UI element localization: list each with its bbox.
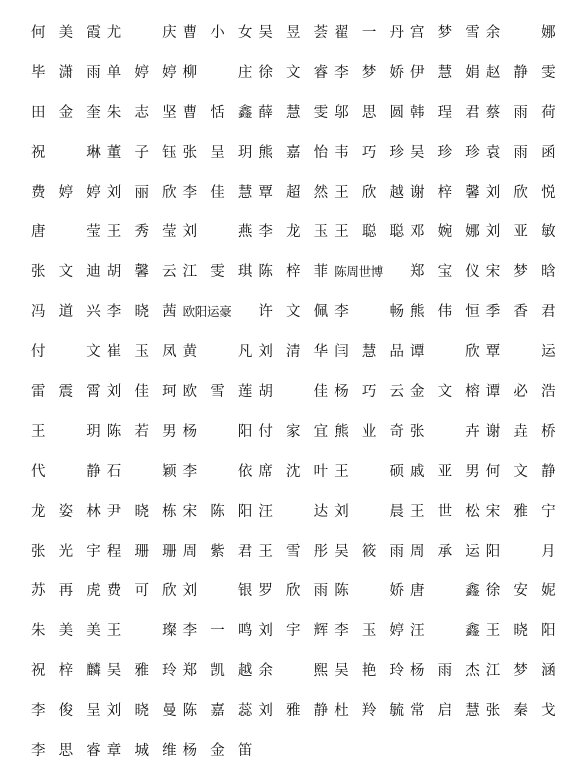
student-name: 尹 晓 栋: [106, 503, 177, 520]
name-list-grid: [31, 13, 556, 771]
name-row: [31, 731, 551, 771]
student-name: 季 香 君: [485, 304, 556, 321]
student-name: 张 呈 玥: [182, 144, 253, 161]
student-name: 王 雪 彤: [258, 543, 329, 560]
student-name: 金 文 榕: [409, 383, 480, 400]
student-name: 刘 晨: [334, 503, 404, 520]
name-row: [31, 532, 556, 572]
student-name: 周 承 运: [409, 543, 480, 560]
student-name: 覃 超 然: [258, 184, 329, 201]
name-row: [31, 412, 556, 452]
student-name: 吴 艳 玲: [334, 663, 404, 680]
student-name: 李 畅: [334, 304, 404, 321]
student-name: 杜 羚 毓: [334, 703, 404, 720]
name-row: [31, 651, 556, 691]
student-name: 吴 珍 珍: [409, 144, 480, 161]
student-name: 袁 雨 函: [485, 144, 556, 161]
name-row: [31, 252, 556, 292]
name-row: [31, 292, 556, 332]
student-name: 刘 欣 悦: [485, 184, 556, 201]
student-name: 吴 昱 荟: [258, 24, 329, 41]
student-name: 刘 清 华: [258, 344, 329, 361]
name-row: [31, 691, 556, 731]
student-name: 宫 梦 雪: [409, 24, 480, 41]
student-name: 何 美 霞: [31, 24, 101, 41]
name-row: [31, 452, 556, 492]
student-name: 张 光 宇: [31, 543, 101, 560]
name-row: [31, 571, 556, 611]
name-row: [31, 93, 556, 133]
student-name: 冯 道 兴: [31, 304, 101, 321]
student-name: 蔡 雨 荷: [485, 104, 556, 121]
student-name: 陈 周 世 博: [334, 264, 383, 280]
student-name: 费 可 欣: [106, 583, 177, 600]
student-name: 覃 运: [485, 344, 556, 361]
student-name: 陈 嘉 蕊: [182, 703, 253, 720]
student-name: 阳 月: [485, 543, 556, 560]
student-name: 赵 静 雯: [485, 64, 556, 81]
student-name: 刘 宇 辉: [258, 623, 329, 640]
student-name: 陈 梓 菲: [258, 264, 329, 281]
name-row: [31, 53, 556, 93]
student-name: 李 思 睿: [31, 742, 101, 759]
student-name: 杨 雨 杰: [409, 663, 480, 680]
student-name: 龙 姿 林: [31, 503, 101, 520]
student-name: 席 沈 叶: [258, 463, 329, 480]
student-name: 汪 达: [258, 503, 329, 520]
student-name: 谢 垚 桥: [485, 423, 556, 440]
student-name: 李 梦 娇: [334, 64, 404, 81]
student-name: 刘 雅 静: [258, 703, 329, 720]
student-name: 李 依: [182, 463, 253, 480]
student-name: 江 雯 琪: [182, 264, 253, 281]
student-name: 朱 美 美: [31, 623, 101, 640]
student-name: 曹 小 女: [182, 24, 253, 41]
student-name: 王 世 松: [409, 503, 480, 520]
student-name: 石 颖: [106, 463, 177, 480]
student-name: 徐 安 妮: [485, 583, 556, 600]
student-name: 王 晓 阳: [485, 623, 556, 640]
student-name: 唐 鑫: [409, 583, 480, 600]
student-name: 徐 文 睿: [258, 64, 329, 81]
student-name: 李 玉 婷: [334, 623, 404, 640]
student-name: 付 家 宜: [258, 423, 329, 440]
student-name: 王 秀 莹: [106, 224, 177, 241]
student-name: 柳 庄: [182, 64, 253, 81]
name-row: [31, 212, 556, 252]
name-row: [31, 13, 556, 53]
student-name: 熊 业 奇: [334, 423, 404, 440]
student-name: 宋 梦 晗: [485, 264, 556, 281]
student-name: 黄 凡: [182, 344, 253, 361]
student-name: 邬 思 圆: [334, 104, 404, 121]
student-name: 翟 一 丹: [334, 24, 404, 41]
student-name: 王 玥: [31, 423, 101, 440]
student-name: 张 文 迪: [31, 264, 101, 281]
student-name: 熊 嘉 怡: [258, 144, 329, 161]
name-row: [31, 611, 556, 651]
student-name: 刘 佳 珂: [106, 383, 177, 400]
student-name: 郑 宝 仪: [409, 264, 480, 281]
student-name: 陈 娇: [334, 583, 404, 600]
student-name: 欧 阳 运 豪: [182, 304, 232, 320]
student-name: 韩 珵 君: [409, 104, 480, 121]
student-name: 余 娜: [485, 24, 556, 41]
student-name: 熊 伟 恒: [409, 304, 480, 321]
student-name: 董 子 钰: [106, 144, 177, 161]
student-name: 闫 慧 品: [334, 344, 404, 361]
student-name: 毕 潇 雨: [31, 64, 101, 81]
student-name: 李 佳 慧: [182, 184, 253, 201]
student-name: 欧 雪 莲: [182, 383, 253, 400]
student-name: 王 欣 越: [334, 184, 404, 201]
student-name: 谭 必 浩: [485, 383, 556, 400]
student-name: 韦 巧 珍: [334, 144, 404, 161]
student-name: 尤 庆: [106, 24, 177, 41]
student-name: 雷 震 霄: [31, 383, 101, 400]
student-name: 曹 恬 鑫: [182, 104, 253, 121]
student-name: 李 俊 呈: [31, 703, 101, 720]
student-name: 程 珊 珊: [106, 543, 177, 560]
student-name: 单 婷 婷: [106, 64, 177, 81]
student-name: 宋 陈 阳: [182, 503, 253, 520]
student-name: 刘 银: [182, 583, 253, 600]
student-name: 朱 志 坚: [106, 104, 177, 121]
student-name: 祝 琳: [31, 144, 101, 161]
student-name: 苏 再 虎: [31, 583, 101, 600]
student-name: 杨 巧 云: [334, 383, 404, 400]
student-name: 谢 梓 馨: [409, 184, 480, 201]
student-name: 刘 晓 曼: [106, 703, 177, 720]
student-name: 郑 凯 越: [182, 663, 253, 680]
student-name: 陈 若 男: [106, 423, 177, 440]
student-name: 刘 燕: [182, 224, 253, 241]
student-name: 刘 亚 敏: [485, 224, 556, 241]
student-name: 杨 金 笛: [182, 742, 253, 759]
student-name: 王 璨: [106, 623, 177, 640]
student-name: 常 启 慧: [409, 703, 480, 720]
name-row: [31, 173, 556, 213]
name-row: [31, 133, 556, 173]
student-name: 代 静: [31, 463, 101, 480]
student-name: 费 婷 婷: [31, 184, 101, 201]
student-name: 吴 雅 玲: [106, 663, 177, 680]
student-name: 周 紫 君: [182, 543, 253, 560]
student-name: 薛 慧 雯: [258, 104, 329, 121]
student-name: 李 晓 茜: [106, 304, 177, 321]
student-name: 李 龙 玉: [258, 224, 329, 241]
name-row: [31, 372, 556, 412]
student-name: 何 文 静: [485, 463, 556, 480]
student-name: 宋 雅 宁: [485, 503, 556, 520]
student-name: 余 熙: [258, 663, 329, 680]
student-name: 章 城 维: [106, 742, 177, 759]
student-name: 李 一 鸣: [182, 623, 253, 640]
student-name: 刘 丽 欣: [106, 184, 177, 201]
student-name: 王 聪 聪: [334, 224, 404, 241]
student-name: 胡 佳: [258, 383, 329, 400]
student-name: 张 秦 戈: [485, 703, 556, 720]
student-name: 罗 欣 雨: [258, 583, 329, 600]
student-name: 伊 慧 娟: [409, 64, 480, 81]
student-name: 戚 亚 男: [409, 463, 480, 480]
student-name: 江 梦 涵: [485, 663, 556, 680]
student-name: 吴 筱 雨: [334, 543, 404, 560]
student-name: 胡 馨 云: [106, 264, 177, 281]
student-name: 祝 梓 麟: [31, 663, 101, 680]
student-name: 邓 婉 娜: [409, 224, 480, 241]
name-row: [31, 332, 556, 372]
student-name: 汪 鑫: [409, 623, 480, 640]
student-name: 唐 莹: [31, 224, 101, 241]
student-name: 付 文: [31, 344, 101, 361]
student-name: 崔 玉 凤: [106, 344, 177, 361]
student-name: 田 金 奎: [31, 104, 101, 121]
student-name: 张 卉: [409, 423, 480, 440]
student-name: 王 硕: [334, 463, 404, 480]
student-name: 谭 欣: [409, 344, 480, 361]
name-row: [31, 492, 556, 532]
student-name: 许 文 佩: [258, 304, 329, 321]
student-name: 杨 阳: [182, 423, 253, 440]
